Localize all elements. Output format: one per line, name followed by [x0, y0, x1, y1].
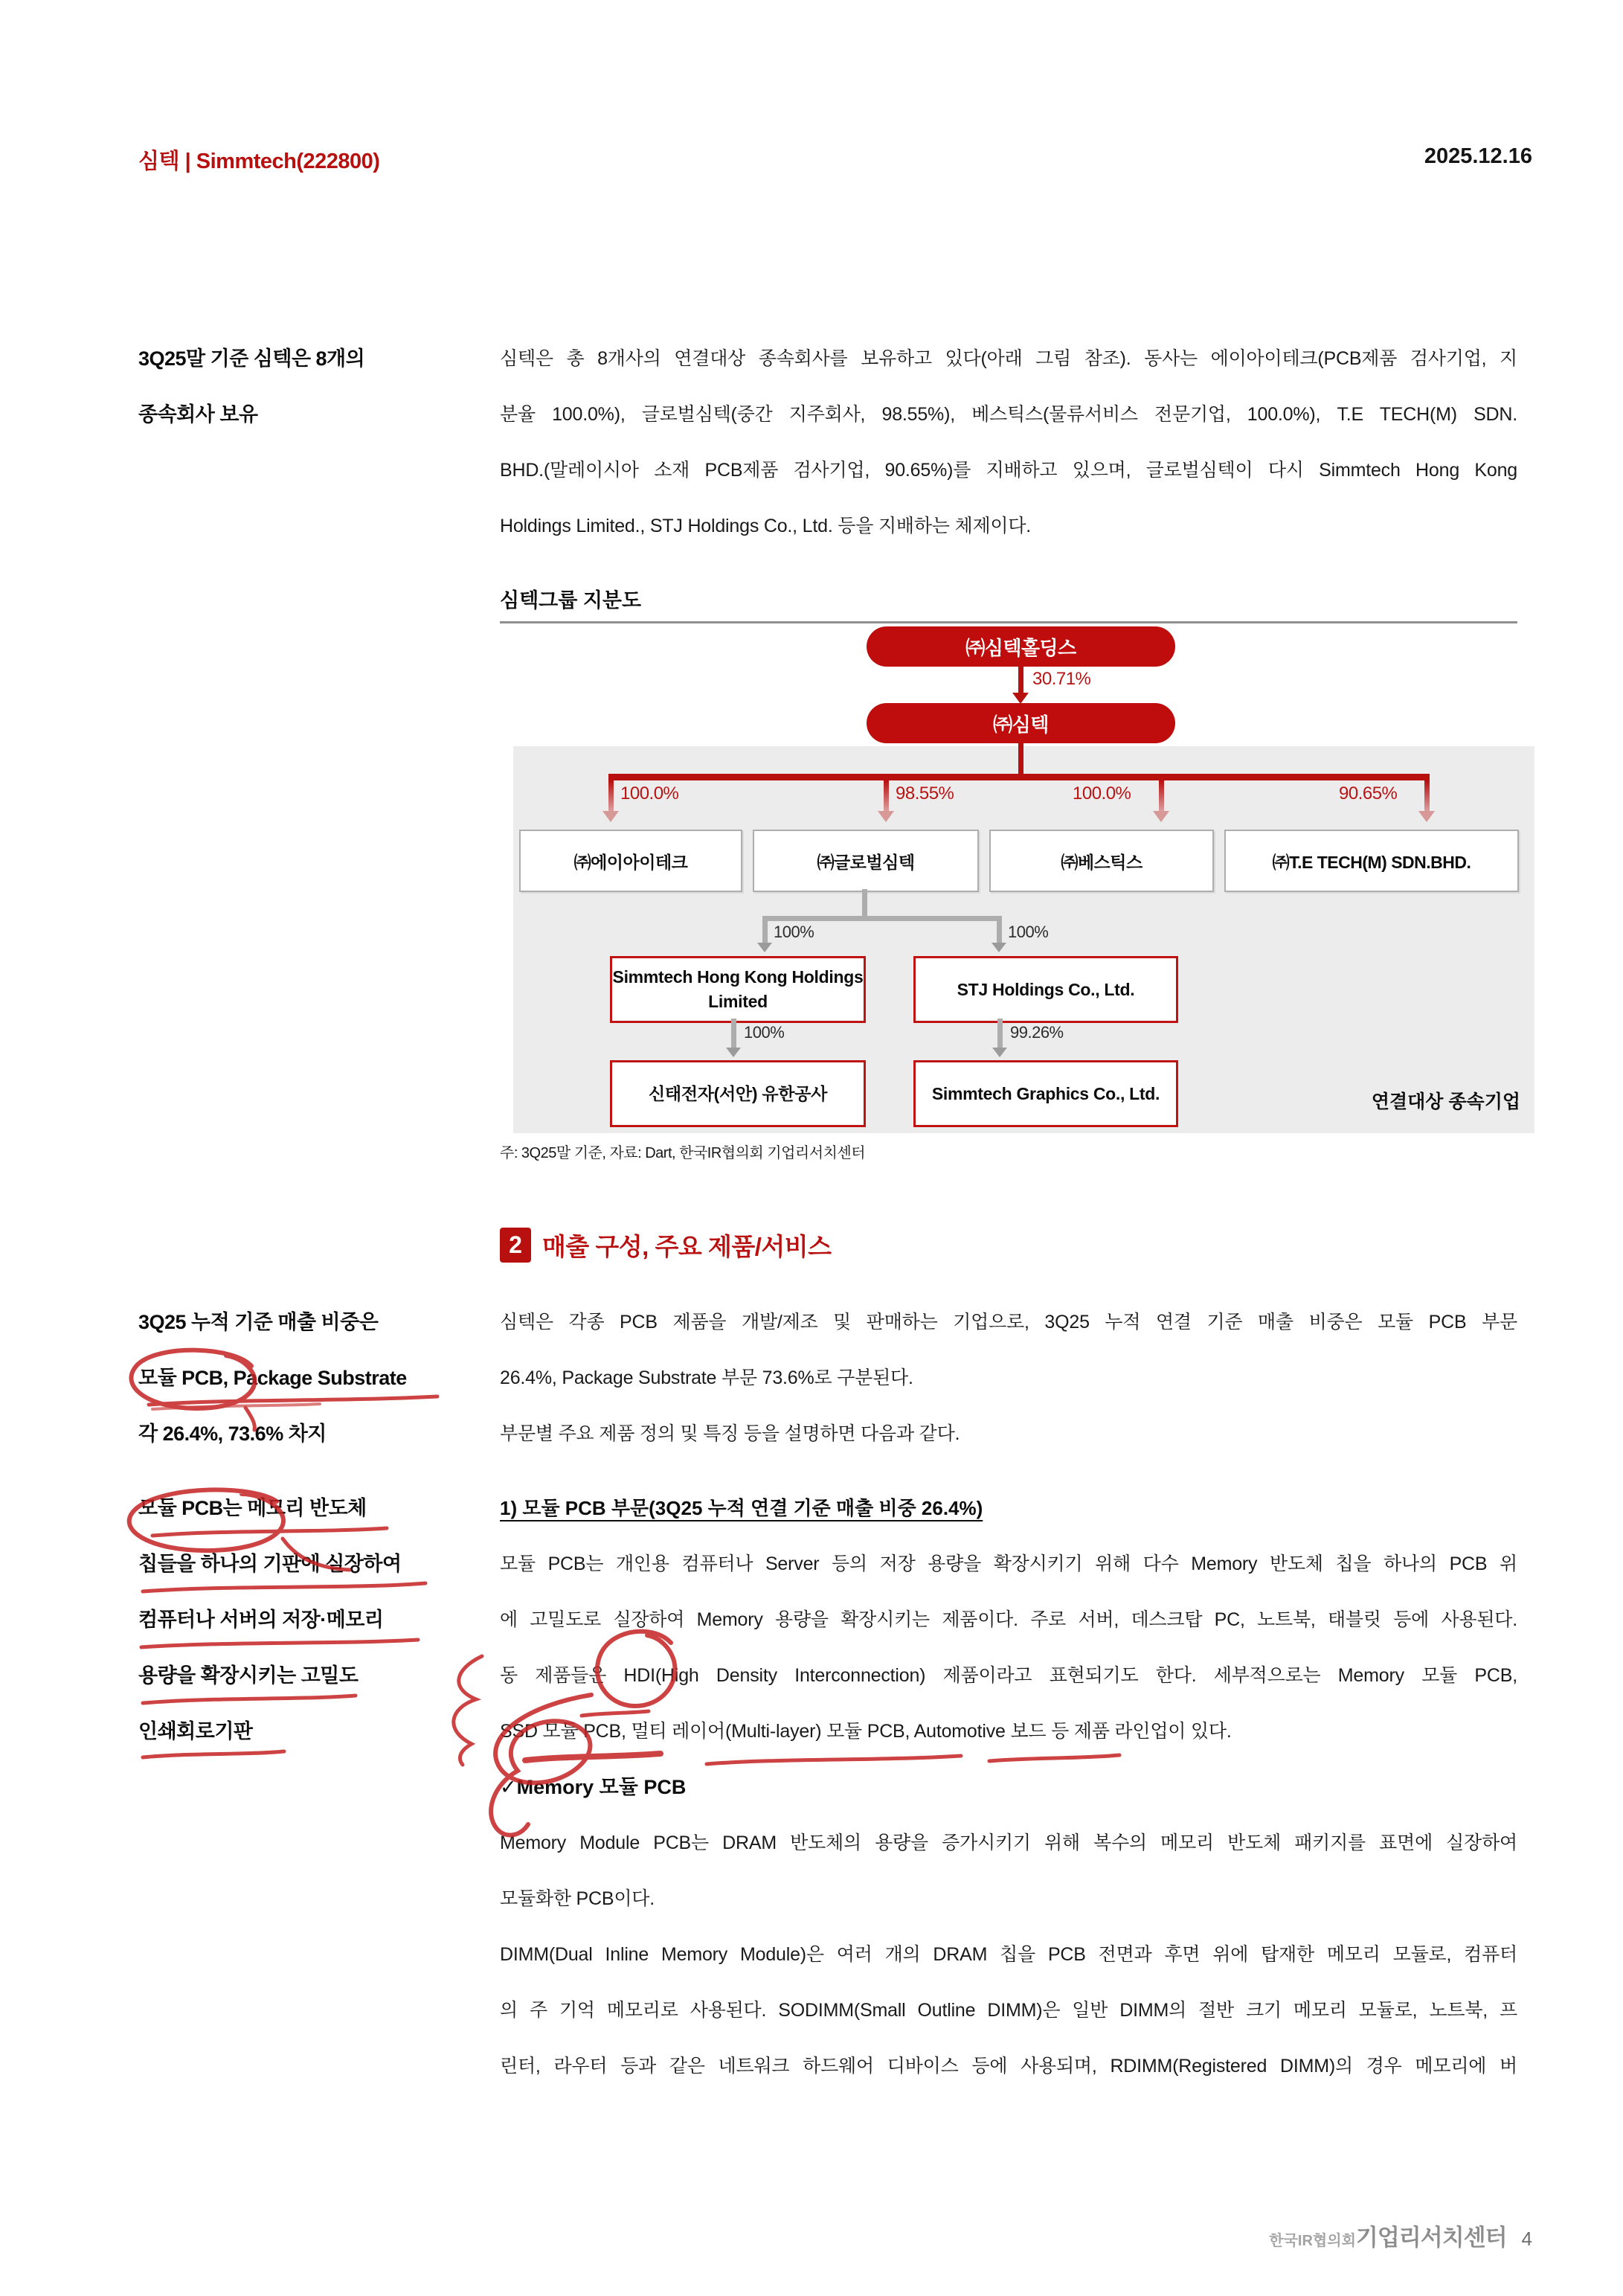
- text-line: BHD.(말레이시아 소재 PCB제품 검사기업, 90.65%)를 지배하고 있으며, 글로벌심텍이 다시 Simmtech Hong Kong: [500, 460, 1517, 481]
- pct-tier3-1: 100%: [744, 1023, 785, 1042]
- arrowhead-t2-1: [757, 943, 772, 952]
- heading-module-pcb: 1) 모듈 PCB 부문(3Q25 누적 연결 기준 매출 비중 26.4%): [500, 1497, 983, 1519]
- text-line: 동 제품들은 HDI(High Density Interconnection) 제품이라고 표현되기도 한다. 세부적으로는 Memory 모듈 PCB,: [500, 1665, 1517, 1686]
- ownership-diagram: [500, 584, 1536, 1164]
- drop-1: [608, 780, 614, 812]
- check-icon: ✓: [500, 1776, 517, 1798]
- drop-2: [884, 780, 889, 812]
- text-line: 분율 100.0%), 글로벌심텍(중간 지주회사, 98.55%), 베스틱스(물류서비스 전문기업, 100.0%), T.E TECH(M) SDN.: [500, 404, 1517, 425]
- text-line: 각 26.4%, 73.6% 차지: [138, 1423, 327, 1445]
- paragraph-module-pcb: [500, 1536, 1517, 1760]
- text-line: 의 주 기억 메모리로 사용된다. SODIMM(Small Outline DIMM)은 일반 DIMM의 절반 크기 메모리 모듈로, 노트북, 프: [500, 2000, 1517, 2021]
- text-line: Holdings Limited., STJ Holdings Co., Ltd. 등을 지배하는 체제이다.: [500, 516, 1032, 536]
- heading-memory-module-pcb-label: Memory 모듈 PCB: [516, 1776, 687, 1798]
- paragraph-subsidiaries: [500, 331, 1517, 554]
- text-line: 26.4%, Package Substrate 부문 73.6%로 구분된다.: [500, 1367, 913, 1388]
- text-line: 심텍은 총 8개사의 연결대상 종속회사를 보유하고 있다(아래 그림 참조). 동사는 에이아이테크(PCB제품 검사기업, 지: [500, 348, 1517, 369]
- node-shintae: 신태전자(서안) 유한공사: [610, 1060, 866, 1127]
- arrowhead-root: [1012, 693, 1029, 704]
- arrowhead-3: [1153, 811, 1169, 822]
- node-aitech: ㈜에이아이테크: [519, 830, 742, 892]
- connector-t2-stem: [862, 889, 867, 917]
- connector-t2-bar: [762, 916, 1002, 921]
- arrowhead-t3-2: [992, 1048, 1007, 1057]
- pct-tier2-1: 100%: [774, 923, 814, 941]
- text-line: 3Q25말 기준 심텍은 8개의: [138, 347, 365, 370]
- footer-center: 기업리서치센터: [1355, 2225, 1507, 2251]
- paragraph-memory-module: [500, 1815, 1517, 1927]
- node-simmtech-graphics: Simmtech Graphics Co., Ltd.: [913, 1060, 1178, 1127]
- sidebar-note-subsidiaries: [138, 331, 503, 443]
- section2-number-icon: 2: [500, 1228, 531, 1263]
- text-line: 컴퓨터나 서버의 저장·메모리: [138, 1609, 384, 1631]
- text-line: 심텍은 각종 PCB 제품을 개발/제조 및 판매하는 기업으로, 3Q25 누적 연결 기준 매출 비중은 모듈 PCB 부문: [500, 1312, 1517, 1333]
- connector-bar-tier1: [608, 774, 1430, 780]
- arrowhead-t3-1: [726, 1048, 741, 1057]
- connector-root: [1018, 667, 1023, 693]
- text-line: 종속회사 보유: [138, 403, 258, 426]
- pct-tier1-1: 100.0%: [620, 783, 679, 804]
- text-line: SSD 모듈 PCB, 멀티 레이어(Multi-layer) 모듈 PCB, Automotive 보드 등 제품 라인업이 있다.: [500, 1721, 1232, 1742]
- page-footer: [1269, 2219, 1532, 2252]
- text-line: 인쇄회로기판: [138, 1720, 253, 1742]
- connector-t3-drop1: [731, 1019, 736, 1048]
- node-simmtech-hk: Simmtech Hong Kong Holdings Limited: [610, 956, 866, 1023]
- pct-root: 30.71%: [1032, 669, 1091, 689]
- arrowhead-2: [878, 811, 894, 822]
- text-line: 에 고밀도로 실장하여 Memory 용량을 확장시키는 제품이다. 주로 서버, 데스크탑 PC, 노트북, 태블릿 등에 사용된다.: [500, 1609, 1517, 1630]
- text-line: 부문별 주요 제품 정의 및 특징 등을 설명하면 다음과 같다.: [500, 1423, 960, 1444]
- pct-tier1-2: 98.55%: [896, 783, 954, 804]
- arrowhead-4: [1418, 811, 1435, 822]
- pct-tier3-2: 99.26%: [1010, 1023, 1064, 1042]
- footer-page-number: 4: [1521, 2228, 1532, 2250]
- report-date: 2025.12.16: [1424, 144, 1532, 168]
- report-title: 심텍 | Simmtech(222800): [138, 150, 380, 173]
- connector-t3-drop2: [997, 1019, 1003, 1048]
- diagram-source-note: 주: 3Q25말 기준, 자료: Dart, 한국IR협의회 기업리서치센터: [500, 1145, 866, 1161]
- text-line: Memory Module PCB는 DRAM 반도체의 용량을 증가시키기 위해 복수의 메모리 반도체 패키지를 표면에 실장하여: [500, 1832, 1517, 1853]
- connector-stem: [1018, 743, 1023, 777]
- drop-4: [1424, 780, 1430, 812]
- pct-tier1-3: 100.0%: [1073, 783, 1131, 804]
- arrowhead-1: [602, 811, 619, 822]
- text-line: DIMM(Dual Inline Memory Module)은 여러 개의 DRAM 칩을 PCB 전면과 후면 위에 탑재한 메모리 모듈로, 컴퓨터: [500, 1944, 1517, 1965]
- section2-heading: [500, 1228, 832, 1263]
- node-te-tech: ㈜T.E TECH(M) SDN.BHD.: [1224, 830, 1519, 892]
- text-line: 린터, 라우터 등과 같은 네트워크 하드웨어 디바이스 등에 사용되며, RDIMM(Registered DIMM)의 경우 메모리에 버: [500, 2056, 1517, 2077]
- sidebar-note-revenue-mix: [138, 1295, 503, 1462]
- node-global-simmtech: ㈜글로벌심텍: [753, 830, 979, 892]
- connector-t2-drop2: [997, 921, 1002, 943]
- paragraph-revenue-mix: [500, 1295, 1517, 1406]
- diagram-legend: 연결대상 종속기업: [1371, 1091, 1520, 1112]
- text-line: 모듈 PCB, Package Substrate: [138, 1367, 407, 1389]
- node-simmtech-holdings: ㈜심텍홀딩스: [867, 626, 1175, 667]
- sidebar-note-module-pcb: [138, 1481, 503, 1760]
- pct-tier1-4: 90.65%: [1339, 783, 1398, 804]
- heading-memory-module-pcb: [500, 1760, 686, 1815]
- text-line: 모듈화한 PCB이다.: [500, 1888, 655, 1909]
- text-line: 모듈 PCB는 개인용 컴퓨터나 Server 등의 저장 용량을 확장시키기 위해 다수 Memory 반도체 칩을 하나의 PCB 위: [500, 1553, 1517, 1574]
- text-line: 용량을 확장시키는 고밀도: [138, 1664, 359, 1687]
- node-stj-holdings: STJ Holdings Co., Ltd.: [913, 956, 1178, 1023]
- text-line: 칩들을 하나의 기판에 실장하여: [138, 1553, 402, 1575]
- node-bestics: ㈜베스틱스: [989, 830, 1214, 892]
- footer-org: 한국IR협의회: [1269, 2233, 1356, 2249]
- diagram-title: 심텍그룹 지분도: [500, 589, 642, 612]
- text-line: 3Q25 누적 기준 매출 비중은: [138, 1311, 379, 1333]
- node-simmtech: ㈜심텍: [867, 703, 1175, 743]
- arrowhead-t2-2: [992, 943, 1006, 952]
- pct-tier2-2: 100%: [1008, 923, 1049, 941]
- text-line: 모듈 PCB는 메모리 반도체: [138, 1497, 367, 1519]
- section2-title: 매출 구성, 주요 제품/서비스: [542, 1233, 832, 1260]
- diagram-rule: [500, 621, 1517, 623]
- connector-t2-drop1: [762, 921, 768, 943]
- drop-3: [1159, 780, 1164, 812]
- paragraph-dimm: [500, 1927, 1517, 2094]
- paragraph-revenue-mix-2: [500, 1406, 1517, 1462]
